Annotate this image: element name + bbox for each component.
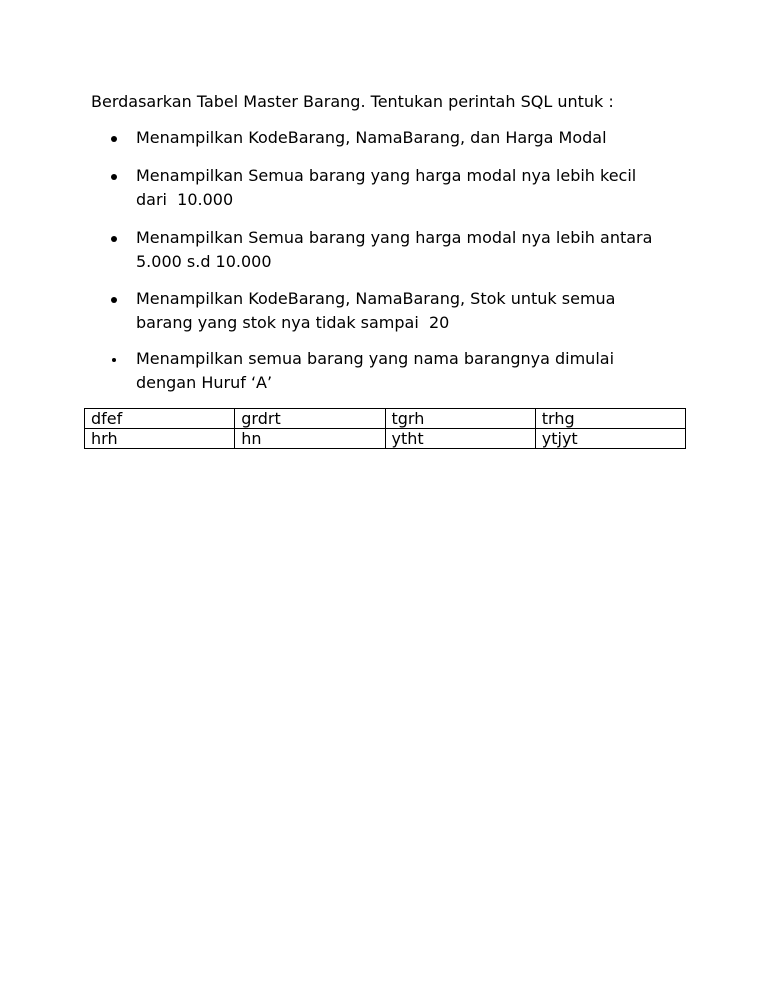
bullet-icon [112,358,116,362]
table-cell: tgrh [385,409,535,429]
table-cell: dfef [85,409,235,429]
table-cell: hrh [85,429,235,449]
task-text: Menampilkan KodeBarang, NamaBarang, dan Harga Modal [136,128,607,147]
task-text: Menampilkan semua barang yang nama barangnya dimulai dengan Huruf ‘A’ [136,349,620,392]
task-text: Menampilkan Semua barang yang harga modal nya lebih antara 5.000 s.d 10.000 [136,228,658,271]
table-cell: ytjyt [535,429,685,449]
table-cell: trhg [535,409,685,429]
bullet-icon [111,297,117,303]
data-table [84,408,686,449]
bullet-icon [111,236,117,242]
table-cell: grdrt [235,409,385,429]
intro-text: Berdasarkan Tabel Master Barang. Tentukan perintah SQL untuk : [91,92,614,111]
table-row [85,429,686,449]
bullet-icon [111,136,117,142]
bullet-icon [111,174,117,180]
table-cell: ytht [385,429,535,449]
task-text: Menampilkan Semua barang yang harga modal nya lebih kecil dari 10.000 [136,166,642,209]
task-text: Menampilkan KodeBarang, NamaBarang, Stok untuk semua barang yang stok nya tidak sampai 20 [136,289,621,332]
table-cell: hn [235,429,385,449]
table-row [85,409,686,429]
